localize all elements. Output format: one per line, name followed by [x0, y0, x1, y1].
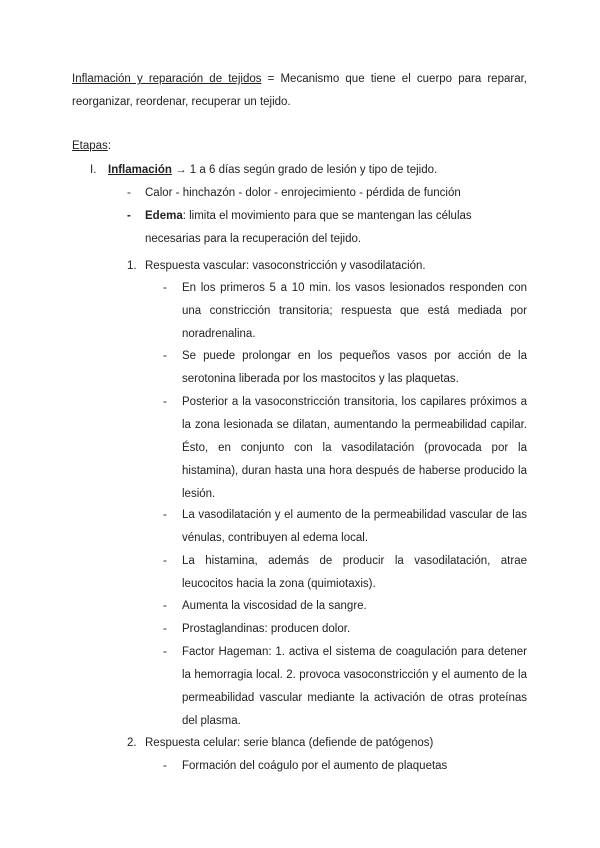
roman-marker: I. [90, 164, 97, 176]
bullet-text: Se puede prolongar en los pequeños vasos por acción de la serotonina liberada por los mastocitos y las plaquetas. [182, 350, 527, 385]
vascular-bullet [163, 504, 527, 550]
roman-item-text [108, 159, 527, 182]
etapas-heading-text: Etapas [72, 140, 108, 152]
bullet-text: Factor Hageman: 1. activa el sistema de coagulación para detener la hemorragia local. 2. provoca vasoconstricción y el aumento de la permeabilidad vascular mediante la activación de otras proteínas del plasma. [182, 646, 527, 727]
dash-marker: - [127, 187, 131, 199]
vascular-title: Respuesta vascular: vasoconstricción y vasodilatación. [145, 260, 426, 272]
bullet-text: Aumenta la viscosidad de la sangre. [182, 600, 367, 612]
etapas-heading [72, 135, 111, 158]
roman-item-inflamacion [90, 159, 527, 182]
bullet-text: La vasodilatación y el aumento de la permeabilidad vascular de las vénulas, contribuyen al edema local. [182, 509, 527, 544]
vascular-bullet [163, 550, 527, 596]
intro-definition-1: = Mecanismo que tiene el cuerpo para reparar, [261, 73, 527, 85]
celular-title: Respuesta celular: serie blanca (defiende de patógenos) [145, 737, 434, 749]
dash-marker: - [163, 282, 167, 294]
dash-marker: - [163, 646, 167, 658]
vascular-bullet [163, 345, 527, 391]
vascular-bullet [163, 641, 527, 733]
numbered-item-celular [127, 732, 527, 755]
intro-term: Inflamación y reparación de tejidos [72, 73, 262, 85]
inflamacion-title: Inflamación [108, 164, 172, 176]
inflamacion-desc: → 1 a 6 días según grado de lesión y tipo de tejido. [171, 164, 438, 176]
bullet-text: Prostaglandinas: producen dolor. [182, 623, 351, 635]
celular-bullet [163, 755, 527, 778]
dash-marker: - [163, 350, 167, 362]
bullet-text: La histamina, además de producir la vasodilatación, atrae leucocitos hacia la zona (quimiotaxis). [182, 555, 527, 590]
dash-marker: - [163, 509, 167, 521]
bullet-text: Calor - hinchazón - dolor - enrojecimiento - pérdida de función [145, 187, 461, 199]
etapas-colon: : [107, 140, 112, 152]
dash-marker: - [163, 760, 167, 772]
edema-text: : limita el movimiento para que se mantengan las células necesarias para la recuperación del tejido. [145, 210, 472, 245]
dash-marker: - [163, 623, 167, 635]
intro-line-2: reorganizar, reordenar, recuperar un tejido. [72, 96, 291, 108]
vascular-bullet [163, 277, 527, 346]
number-marker: 2. [127, 737, 137, 749]
bullet-text [145, 205, 527, 251]
edema-label: Edema [145, 210, 183, 222]
dash-marker: - [163, 600, 167, 612]
bullet-signos [127, 182, 527, 205]
bullet-text: Posterior a la vasoconstricción transitoria, los capilares próximos a la zona lesionada se dilatan, aumentando la permeabilidad capilar. Ésto, en conjunto con la vasodilatación (provocada por la histamina), duran hasta una hora después de haberse producido la lesión. [182, 396, 527, 500]
number-marker: 1. [127, 260, 137, 272]
vascular-bullet [163, 618, 527, 641]
vascular-bullet [163, 391, 527, 506]
intro-line-1 [72, 68, 527, 91]
bullet-text: En los primeros 5 a 10 min. los vasos lesionados responden con una constricción transitoria; respuesta que está mediada por noradrenalina. [182, 282, 527, 340]
dash-marker: - [163, 555, 167, 567]
bullet-edema [127, 205, 527, 251]
bullet-text: Formación del coágulo por el aumento de plaquetas [182, 760, 448, 772]
dash-marker: - [127, 210, 131, 222]
dash-marker: - [163, 396, 167, 408]
numbered-item-vascular [127, 255, 527, 278]
intro-paragraph [72, 68, 527, 114]
vascular-bullet [163, 595, 527, 618]
